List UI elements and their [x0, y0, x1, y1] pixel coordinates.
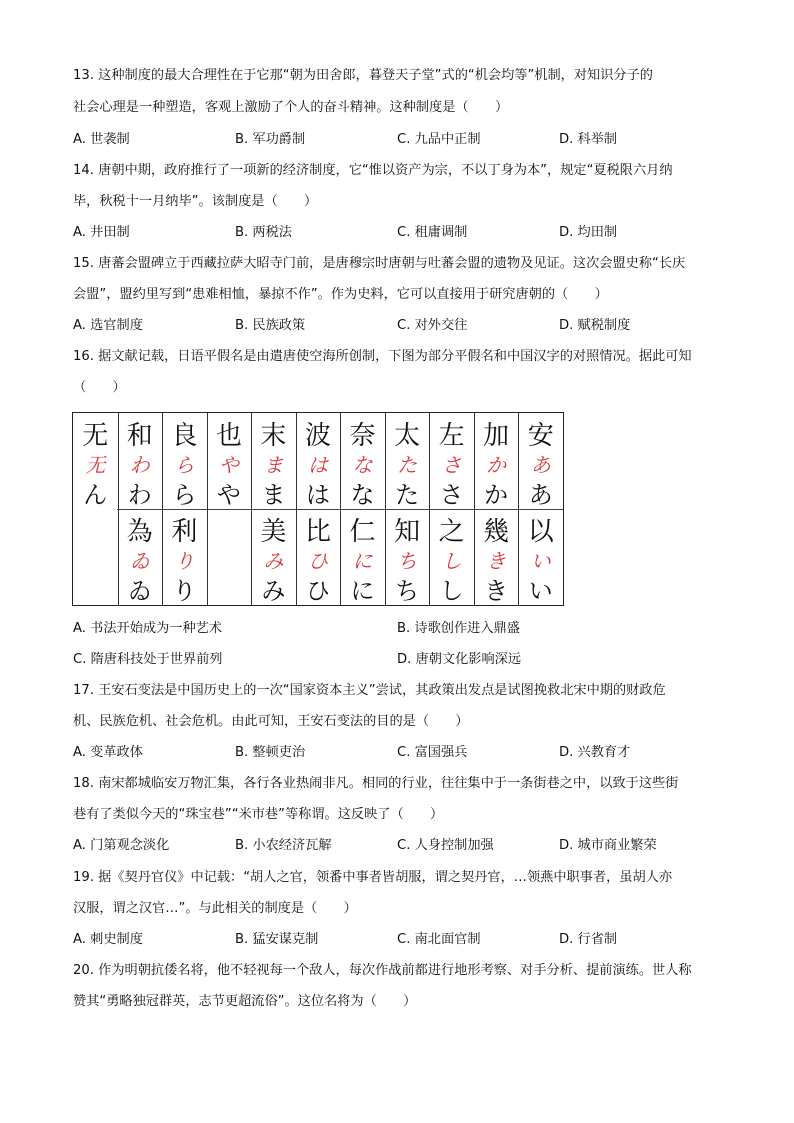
kanji-cell: 也 [215, 421, 242, 451]
hiragana-cell: な [350, 481, 375, 509]
option-b: B. 猛安谋克制 [235, 932, 319, 947]
kanji-cell: 和 [126, 421, 153, 451]
kanji-cell: 利 [171, 517, 198, 547]
hiragana-cell: は [305, 481, 330, 509]
kanji-cell: 末 [260, 421, 287, 451]
cursive-kana-cell: し [441, 549, 462, 573]
kanji-cell: 波 [304, 421, 331, 451]
cursive-kana-cell: に [352, 549, 373, 573]
question-19-options [73, 924, 723, 955]
hiragana-cell: き [484, 577, 509, 605]
option-c: C. 人身控制加强 [397, 838, 494, 853]
question-16-options-row-2 [73, 644, 723, 675]
hiragana-cell: ま [261, 481, 286, 509]
question-14-line-2: 毕，秋税十一月纳毕”。该制度是（ ） [73, 194, 318, 209]
option-c: C. 隋唐科技处于世界前列 [73, 652, 223, 667]
option-c: C. 对外交往 [397, 318, 468, 333]
hiragana-cell: い [528, 577, 553, 605]
option-c: C. 租庸调制 [397, 225, 468, 240]
question-17-options [73, 737, 723, 768]
cursive-kana-cell: は [307, 453, 328, 477]
kana-column [73, 413, 119, 605]
cursive-kana-cell: わ [129, 453, 150, 477]
cursive-kana-cell: み [263, 549, 284, 573]
option-c: C. 南北面官制 [397, 932, 481, 947]
hiragana-cell: ら [172, 481, 197, 509]
kana-column [251, 413, 297, 605]
cursive-kana-cell: な [352, 453, 373, 477]
option-d: D. 城市商业繁荣 [559, 838, 657, 853]
question-14-line-1: 14. 唐朝中期，政府推行了一项新的经济制度，它“惟以资产为宗，不以丁身为本”，规定“夏税限六月纳 [73, 163, 673, 178]
kanji-cell: 无 [82, 421, 109, 451]
question-16-line-2: （ ） [73, 380, 126, 395]
kanji-cell: 仁 [349, 517, 376, 547]
kana-column [340, 413, 386, 605]
kanji-cell: 安 [527, 421, 554, 451]
hiragana-cell: さ [439, 481, 464, 509]
kanji-cell: 奈 [349, 421, 376, 451]
kanji-cell: 之 [438, 517, 465, 547]
question-13-line-1: 13. 这种制度的最大合理性在于它那“朝为田舍郎，暮登天子堂”式的“机会均等”机制，对知识分子的 [73, 68, 653, 83]
hiragana-cell: あ [528, 481, 553, 509]
question-17-line-1: 17. 王安石变法是中国历史上的一次“国家资本主义”尝试，其政策出发点是试图挽救北宋中期的财政危 [73, 683, 666, 698]
option-d: D. 唐朝文化影响深远 [397, 652, 522, 667]
kanji-cell: 比 [304, 517, 331, 547]
cursive-kana-cell: や [218, 453, 239, 477]
question-19-line-2: 汉服，谓之汉官…”。与此相关的制度是（ ） [73, 901, 357, 916]
cursive-kana-cell: ち [397, 549, 418, 573]
cursive-kana-cell: ひ [307, 549, 328, 573]
cursive-kana-cell: た [397, 453, 418, 477]
hiragana-cell: み [261, 577, 286, 605]
question-16-line-1: 16. 据文献记载，日语平假名是由遣唐使空海所创制，下图为部分平假名和中国汉字的对照情况。据此可知 [73, 349, 692, 364]
cursive-kana-cell: き [486, 549, 507, 573]
kana-column [162, 413, 208, 605]
cursive-kana-cell: さ [441, 453, 462, 477]
option-d: D. 科举制 [559, 132, 618, 147]
kana-column [385, 413, 431, 605]
question-15-line-1: 15. 唐蕃会盟碑立于西藏拉萨大昭寺门前，是唐穆宗时唐朝与吐蕃会盟的遗物及见证。这次会盟史称“长庆 [73, 256, 686, 271]
hiragana-cell: ん [83, 481, 108, 509]
kana-column [474, 413, 520, 605]
kanji-cell: 良 [171, 421, 198, 451]
kanji-cell: 為 [126, 517, 153, 547]
hiragana-cell: し [439, 577, 464, 605]
question-20-line-1: 20. 作为明朝抗倭名将，他不轻视每一个敌人，每次作战前都进行地形考察、对手分析、提前演练。世人称 [73, 963, 692, 978]
cursive-kana-cell: ま [263, 453, 284, 477]
option-b: B. 整顿吏治 [235, 745, 306, 760]
hiragana-cell: わ [127, 481, 152, 509]
kanji-cell: 以 [527, 517, 554, 547]
question-16-options-row-1 [73, 613, 723, 644]
question-18-line-1: 18. 南宋都城临安万物汇集，各行各业热闹非凡。相同的行业，往往集中于一条街巷之中，以致于这些街 [73, 776, 679, 791]
question-13-options [73, 124, 723, 155]
kana-column [118, 413, 164, 605]
cursive-kana-cell: か [486, 453, 507, 477]
option-a: A. 书法开始成为一种艺术 [73, 621, 223, 636]
cursive-kana-cell: い [530, 549, 551, 573]
kana-column [207, 413, 253, 605]
option-b: B. 民族政策 [235, 318, 306, 333]
kanji-cell: 加 [483, 421, 510, 451]
question-17-line-2: 机、民族危机、社会危机。由此可知，王安石变法的目的是（ ） [73, 714, 469, 729]
cursive-kana-cell: ら [174, 453, 195, 477]
option-a: A. 刺史制度 [73, 932, 143, 947]
hiragana-cell: ゐ [127, 577, 152, 605]
cursive-kana-cell: り [174, 549, 195, 573]
option-b: B. 小农经济瓦解 [235, 838, 332, 853]
kana-comparison-table [72, 412, 564, 606]
hiragana-cell: ち [395, 577, 420, 605]
question-18-line-2: 巷有了类似今天的“珠宝巷”“米市巷”等称谓。这反映了（ ） [73, 807, 444, 822]
option-b: B. 诗歌创作进入鼎盛 [397, 621, 520, 636]
option-c: C. 富国强兵 [397, 745, 468, 760]
option-a: A. 世袭制 [73, 132, 130, 147]
option-b: B. 军功爵制 [235, 132, 306, 147]
cursive-kana-cell: あ [530, 453, 551, 477]
hiragana-cell: た [395, 481, 420, 509]
question-19-line-1: 19. 据《契丹官仪》中记载：“胡人之官，领番中事者皆胡服，谓之契丹官，…领燕中职事者，虽胡人亦 [73, 870, 673, 885]
option-a: A. 门第观念淡化 [73, 838, 170, 853]
kana-column [518, 413, 563, 605]
kanji-cell: 知 [394, 517, 421, 547]
option-d: D. 行省制 [559, 932, 618, 947]
question-15-options [73, 310, 723, 341]
question-18-options [73, 830, 723, 861]
question-14-options [73, 217, 723, 248]
option-a: A. 井田制 [73, 225, 130, 240]
question-15-line-2: 会盟”，盟约里写到“患难相恤，暴掠不作”。作为史料，它可以直接用于研究唐朝的（ ） [73, 287, 608, 302]
hiragana-cell: か [484, 481, 509, 509]
kanji-cell: 左 [438, 421, 465, 451]
question-13-line-2: 社会心理是一种塑造，客观上激励了个人的奋斗精神。这种制度是（ ） [73, 100, 509, 115]
cursive-kana-cell: ゐ [129, 549, 150, 573]
cursive-kana-cell: 无 [85, 453, 106, 477]
hiragana-cell: や [216, 481, 241, 509]
question-20-line-2: 赞其“勇略独冠群英，志节更超流俗”。这位名将为（ ） [73, 994, 417, 1009]
hiragana-cell: り [172, 577, 197, 605]
option-b: B. 两税法 [235, 225, 292, 240]
option-c: C. 九品中正制 [397, 132, 481, 147]
kanji-cell: 幾 [483, 517, 510, 547]
kana-column [429, 413, 475, 605]
kanji-cell: 美 [260, 517, 287, 547]
option-a: A. 变革政体 [73, 745, 143, 760]
kanji-cell: 太 [394, 421, 421, 451]
option-d: D. 均田制 [559, 225, 618, 240]
option-d: D. 赋税制度 [559, 318, 631, 333]
option-a: A. 选官制度 [73, 318, 143, 333]
option-d: D. 兴教育才 [559, 745, 631, 760]
hiragana-cell: ひ [305, 577, 330, 605]
hiragana-cell: に [350, 577, 375, 605]
kana-column [296, 413, 342, 605]
